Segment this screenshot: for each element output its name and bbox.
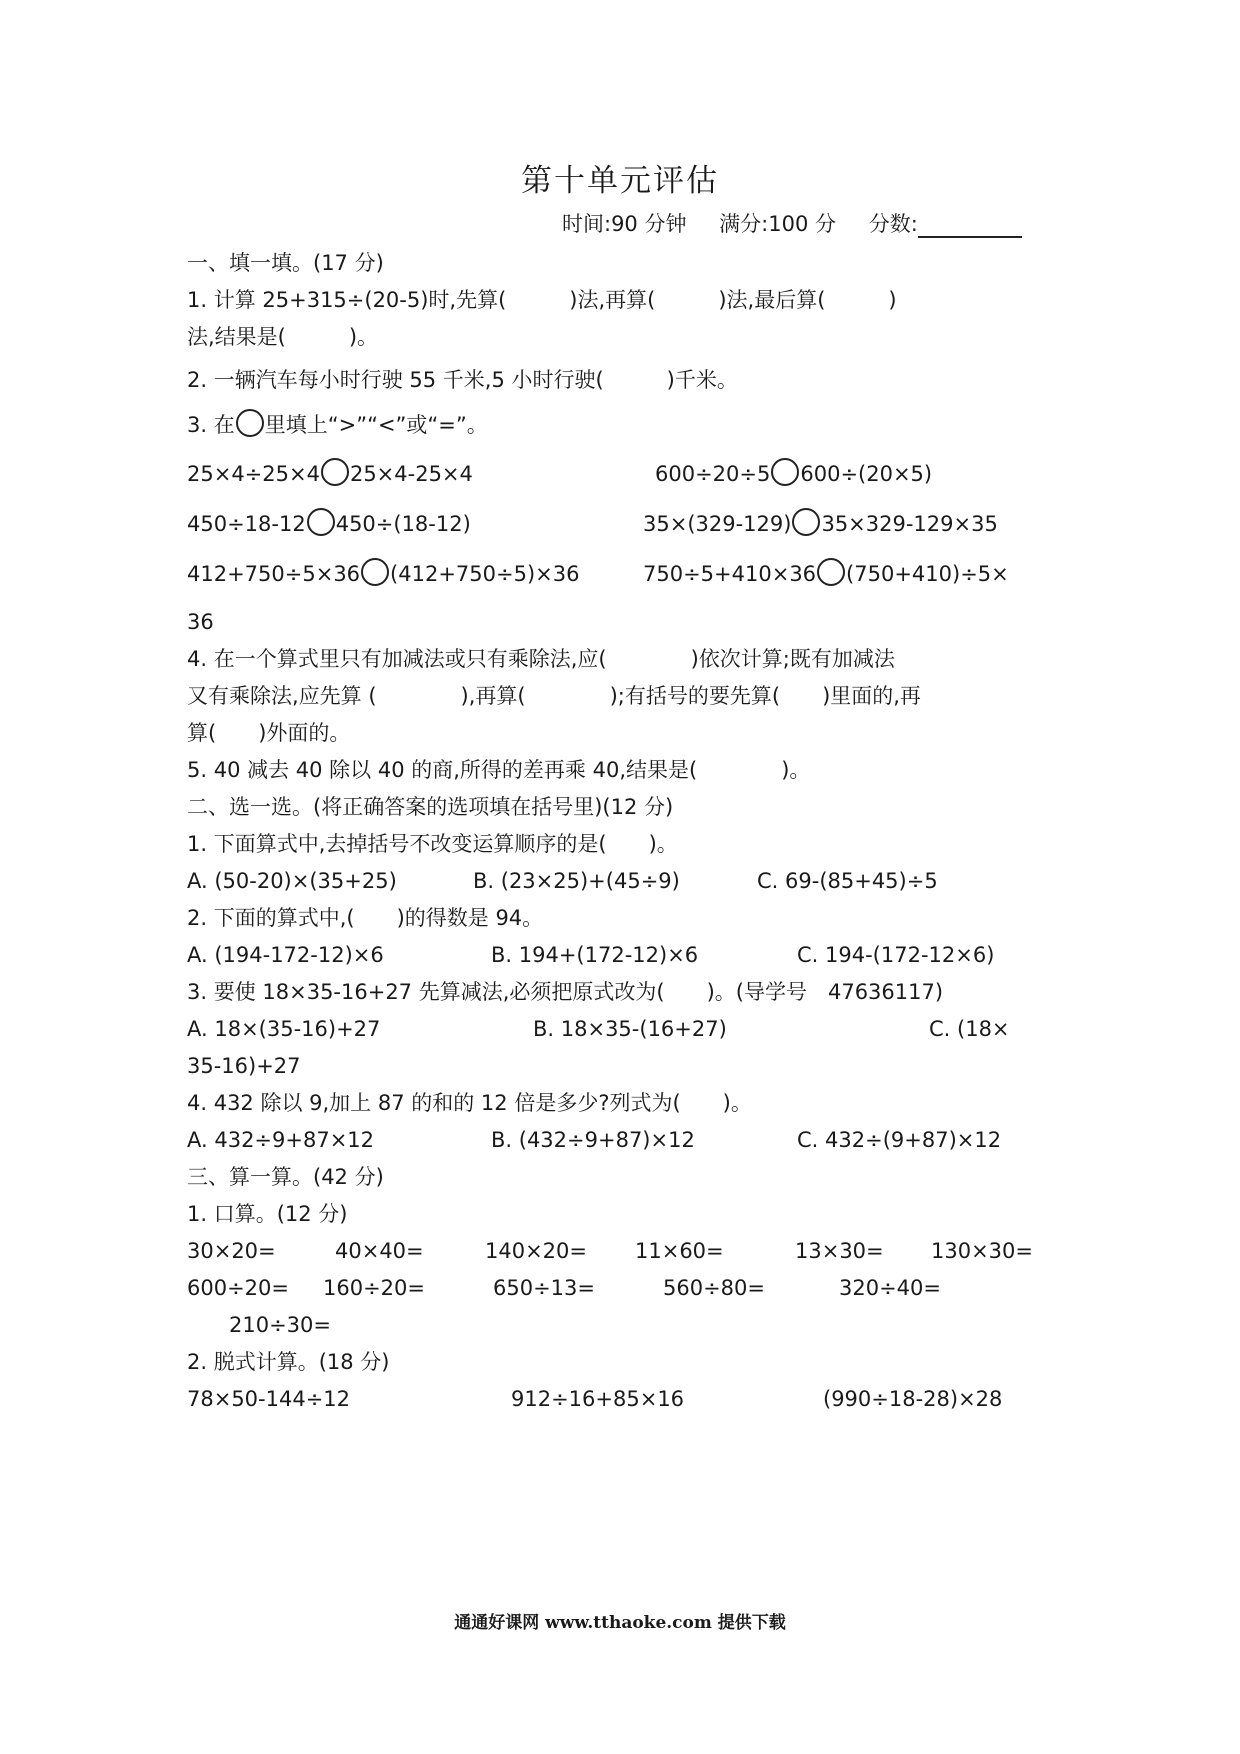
oral-item: 30×20= — [187, 1239, 276, 1263]
s1-q3-prefix: 3. 在 — [187, 413, 235, 437]
s1-q4-line3: 算( )外面的。 — [187, 721, 351, 745]
s1-q4-line1: 4. 在一个算式里只有加减法或只有乘除法,应( )依次计算;既有加减法 — [187, 647, 895, 671]
s1-q3 — [187, 407, 1057, 444]
s2-q4-options — [187, 1122, 1057, 1159]
option-c: C. 194-(172-12×6) — [797, 943, 995, 967]
option-b: B. 18×35-(16+27) — [533, 1017, 727, 1041]
option-b: B. (432÷9+87)×12 — [491, 1128, 695, 1152]
s3-sub2: 2. 脱式计算。(18 分) — [187, 1350, 390, 1374]
compare-right: 35×329-129×35 — [821, 512, 998, 536]
footer-source: 通通好课网 www.tthaoke.com 提供下载 — [454, 1613, 786, 1633]
stepwise-item: 912÷16+85×16 — [511, 1387, 685, 1411]
oral-item: 11×60= — [635, 1239, 724, 1263]
time-limit: 时间:90 分钟 — [562, 212, 687, 236]
s1-q2: 2. 一辆汽车每小时行驶 55 千米,5 小时行驶( )千米。 — [187, 368, 738, 392]
option-b: B. 194+(172-12)×6 — [491, 943, 699, 967]
score-label: 分数: — [868, 212, 918, 236]
compare-item — [187, 506, 471, 543]
oral-item: 40×40= — [335, 1239, 424, 1263]
compare-circle-icon[interactable] — [817, 558, 845, 586]
compare-circle-icon[interactable] — [361, 558, 389, 586]
compare-circle-icon[interactable] — [307, 508, 335, 536]
option-a: A. 432÷9+87×12 — [187, 1128, 375, 1152]
compare-left: 750÷5+410×36 — [643, 562, 817, 586]
s1-q3-suffix: 里填上“>”“<”或“=”。 — [264, 413, 488, 437]
oral-item: 650÷13= — [493, 1276, 595, 1300]
compare-right: (750+410)÷5× — [846, 562, 1009, 586]
oral-item: 130×30= — [931, 1239, 1033, 1263]
oral-item: 320÷40= — [839, 1276, 941, 1300]
compare-circle-icon[interactable] — [792, 508, 820, 536]
stepwise-item: 78×50-144÷12 — [187, 1387, 351, 1411]
option-c: C. (18× — [929, 1017, 1010, 1041]
option-c: C. 432÷(9+87)×12 — [797, 1128, 1002, 1152]
s2-q2-options — [187, 937, 1057, 974]
option-a: A. (50-20)×(35+25) — [187, 869, 397, 893]
compare-item — [643, 556, 1009, 593]
oral-row — [187, 1270, 1057, 1307]
s1-q5: 5. 40 减去 40 除以 40 的商,所得的差再乘 40,结果是( )。 — [187, 758, 811, 782]
compare-circle-icon[interactable] — [321, 458, 349, 486]
page-title: 第十单元评估 — [521, 163, 719, 199]
option-a: A. (194-172-12)×6 — [187, 943, 384, 967]
compare-row — [187, 500, 1057, 550]
stepwise-row — [187, 1381, 1057, 1418]
s3-sub1: 1. 口算。(12 分) — [187, 1202, 348, 1226]
exam-meta — [562, 208, 1022, 238]
compare-row — [187, 450, 1057, 500]
exam-content — [187, 245, 1057, 1418]
s1-q4-line2: 又有乘除法,应先算 ( ),再算( );有括号的要先算( )里面的,再 — [187, 684, 921, 708]
compare-item — [187, 556, 579, 593]
score-blank — [918, 216, 1022, 238]
s2-q1: 1. 下面算式中,去掉括号不改变运算顺序的是( )。 — [187, 832, 678, 856]
oral-item: 160÷20= — [323, 1276, 425, 1300]
compare-left: 450÷18-12 — [187, 512, 306, 536]
compare-circle-icon — [236, 409, 264, 437]
compare-right: 600÷(20×5) — [800, 462, 933, 486]
oral-item: 600÷20= — [187, 1276, 289, 1300]
oral-item: 140×20= — [485, 1239, 587, 1263]
compare-row — [187, 550, 1057, 600]
compare-right: (412+750÷5)×36 — [390, 562, 580, 586]
compare-item — [655, 456, 932, 493]
s2-q3-options — [187, 1011, 1057, 1048]
s2-q2: 2. 下面的算式中,( )的得数是 94。 — [187, 906, 544, 930]
stepwise-item: (990÷18-28)×28 — [823, 1387, 1003, 1411]
oral-item: 13×30= — [795, 1239, 884, 1263]
section1-heading: 一、填一填。(17 分) — [187, 251, 384, 275]
compare-left: 600÷20÷5 — [655, 462, 771, 486]
section2-heading: 二、选一选。(将正确答案的选项填在括号里)(12 分) — [187, 795, 674, 819]
oral-row — [187, 1233, 1057, 1270]
compare-right: 25×4-25×4 — [349, 462, 473, 486]
oral-item: 210÷30= — [229, 1313, 331, 1337]
s1-q1-line1: 1. 计算 25+315÷(20-5)时,先算( )法,再算( )法,最后算( ) — [187, 288, 897, 312]
compare-left: 412+750÷5×36 — [187, 562, 361, 586]
section3-heading: 三、算一算。(42 分) — [187, 1165, 384, 1189]
compare-circle-icon[interactable] — [771, 458, 799, 486]
s2-q3-wrap: 35-16)+27 — [187, 1054, 301, 1078]
option-c: C. 69-(85+45)÷5 — [757, 869, 938, 893]
option-a: A. 18×(35-16)+27 — [187, 1017, 381, 1041]
compare-left: 35×(329-129) — [643, 512, 792, 536]
oral-row — [187, 1307, 1057, 1344]
compare-right: 450÷(18-12) — [335, 512, 471, 536]
s2-q4: 4. 432 除以 9,加上 87 的和的 12 倍是多少?列式为( )。 — [187, 1091, 752, 1115]
compare-left: 25×4÷25×4 — [187, 462, 320, 486]
s1-q1-line2: 法,结果是( )。 — [187, 325, 379, 349]
s2-q3: 3. 要使 18×35-16+27 先算减法,必须把原式改为( )。(导学号 47636117) — [187, 980, 944, 1004]
full-score: 满分:100 分 — [719, 212, 837, 236]
s2-q1-options — [187, 863, 1057, 900]
compare-item — [643, 506, 998, 543]
oral-item: 560÷80= — [663, 1276, 765, 1300]
compare-wrap: 36 — [187, 610, 214, 634]
option-b: B. (23×25)+(45÷9) — [473, 869, 680, 893]
compare-item — [187, 456, 473, 493]
